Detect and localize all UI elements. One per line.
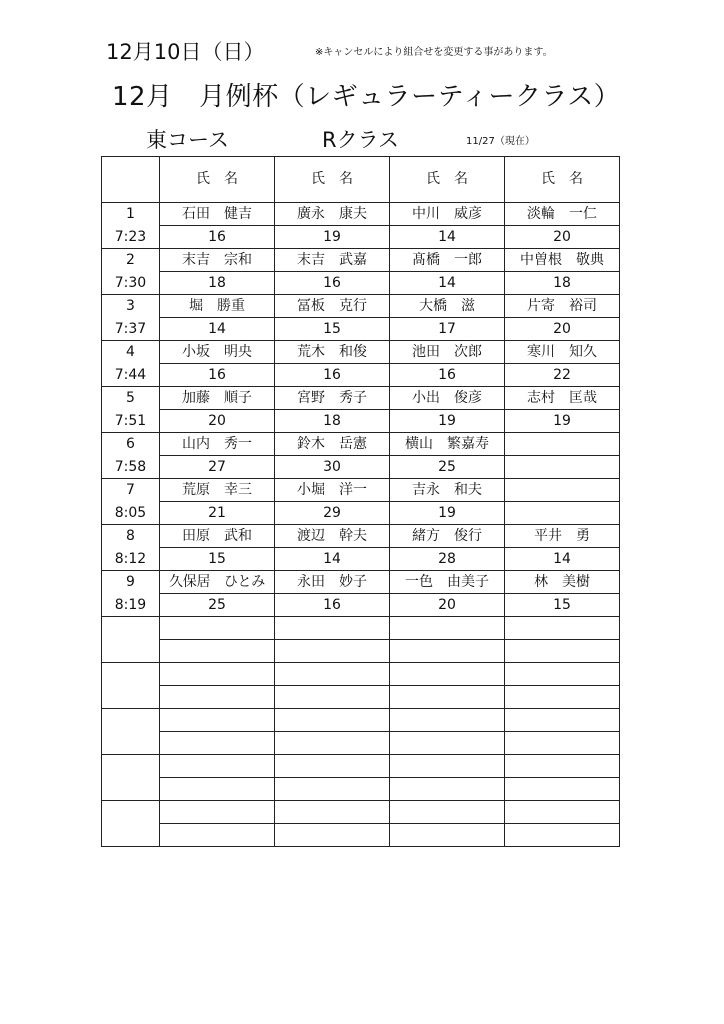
header-name-cell: 氏 名 — [390, 157, 505, 203]
group-name-row — [102, 295, 620, 318]
group-handicap-row — [102, 272, 620, 295]
player-name: 中川 威彦 — [390, 203, 505, 226]
blank-cell — [505, 824, 620, 847]
blank-cell — [505, 617, 620, 640]
as-of-date: 11/27（現在） — [466, 136, 535, 147]
header-blank-cell — [102, 157, 160, 203]
player-name: 久保居 ひとみ — [160, 571, 275, 594]
group-number: 4 — [102, 341, 160, 364]
blank-cell — [505, 709, 620, 732]
blank-cell — [275, 732, 390, 755]
group-name-row — [102, 341, 620, 364]
group-name-row — [102, 571, 620, 594]
tee-time: 7:23 — [102, 226, 160, 249]
player-name: 末吉 宗和 — [160, 249, 275, 272]
player-name: 永田 妙子 — [275, 571, 390, 594]
blank-row — [102, 686, 620, 709]
blank-row — [102, 801, 620, 824]
group-handicap-row — [102, 548, 620, 571]
group-handicap-row — [102, 594, 620, 617]
blank-cell — [390, 686, 505, 709]
player-handicap: 25 — [160, 594, 275, 617]
blank-cell — [160, 801, 275, 824]
group-name-row — [102, 249, 620, 272]
group-number: 3 — [102, 295, 160, 318]
blank-cell — [505, 640, 620, 663]
table-header-row — [102, 157, 620, 203]
blank-cell — [390, 617, 505, 640]
tee-time: 8:19 — [102, 594, 160, 617]
group-number: 7 — [102, 479, 160, 502]
player-name: 志村 匡哉 — [505, 387, 620, 410]
blank-cell — [160, 617, 275, 640]
blank-cell — [160, 640, 275, 663]
blank-cell — [390, 824, 505, 847]
blank-cell — [160, 709, 275, 732]
group-name-row — [102, 525, 620, 548]
player-handicap: 28 — [390, 548, 505, 571]
blank-cell — [275, 709, 390, 732]
group-handicap-row — [102, 226, 620, 249]
player-name: 大橋 滋 — [390, 295, 505, 318]
player-handicap: 14 — [160, 318, 275, 341]
blank-cell — [275, 686, 390, 709]
player-handicap: 19 — [505, 410, 620, 433]
player-name: 田原 武和 — [160, 525, 275, 548]
player-handicap: 16 — [390, 364, 505, 387]
header-name-cell: 氏 名 — [505, 157, 620, 203]
player-handicap: 16 — [160, 226, 275, 249]
blank-cell — [160, 755, 275, 778]
blank-cell — [102, 732, 160, 755]
player-handicap: 20 — [505, 226, 620, 249]
blank-cell — [275, 640, 390, 663]
player-name: 堀 勝重 — [160, 295, 275, 318]
player-handicap: 14 — [505, 548, 620, 571]
blank-row — [102, 778, 620, 801]
player-name: 林 美樹 — [505, 571, 620, 594]
player-handicap: 16 — [275, 272, 390, 295]
blank-cell — [505, 801, 620, 824]
blank-cell — [390, 755, 505, 778]
player-handicap: 15 — [275, 318, 390, 341]
player-handicap: 20 — [390, 594, 505, 617]
blank-row — [102, 709, 620, 732]
blank-row — [102, 732, 620, 755]
player-handicap: 19 — [390, 410, 505, 433]
blank-cell — [102, 663, 160, 686]
player-name: 池田 次郎 — [390, 341, 505, 364]
group-name-row — [102, 203, 620, 226]
blank-cell — [505, 732, 620, 755]
player-handicap — [505, 456, 620, 479]
player-handicap: 29 — [275, 502, 390, 525]
tee-time: 7:30 — [102, 272, 160, 295]
group-handicap-row — [102, 410, 620, 433]
player-name: 山内 秀一 — [160, 433, 275, 456]
group-handicap-row — [102, 318, 620, 341]
group-number: 2 — [102, 249, 160, 272]
blank-cell — [160, 732, 275, 755]
player-handicap: 20 — [160, 410, 275, 433]
blank-row — [102, 755, 620, 778]
player-name: 片寄 裕司 — [505, 295, 620, 318]
player-name: 冨板 克行 — [275, 295, 390, 318]
blank-row — [102, 617, 620, 640]
group-number: 9 — [102, 571, 160, 594]
blank-cell — [102, 709, 160, 732]
blank-cell — [390, 732, 505, 755]
player-name: 寒川 知久 — [505, 341, 620, 364]
tee-time: 7:44 — [102, 364, 160, 387]
player-handicap: 20 — [505, 318, 620, 341]
player-name: 吉永 和夫 — [390, 479, 505, 502]
blank-row — [102, 824, 620, 847]
blank-cell — [390, 778, 505, 801]
blank-cell — [102, 640, 160, 663]
page-title: 12月 月例杯（レギュラーティークラス） — [112, 82, 621, 112]
player-name: 荒木 和俊 — [275, 341, 390, 364]
blank-row — [102, 640, 620, 663]
player-name: 小出 俊彦 — [390, 387, 505, 410]
blank-cell — [275, 801, 390, 824]
cancellation-notice: ※キャンセルにより組合せを変更する事があります。 — [315, 47, 553, 58]
player-name: 平井 勇 — [505, 525, 620, 548]
header-name-cell: 氏 名 — [275, 157, 390, 203]
pairing-table — [101, 156, 620, 847]
player-handicap: 21 — [160, 502, 275, 525]
player-name: 淡輪 一仁 — [505, 203, 620, 226]
player-handicap: 17 — [390, 318, 505, 341]
player-name: 小坂 明央 — [160, 341, 275, 364]
group-number: 5 — [102, 387, 160, 410]
player-name: 宮野 秀子 — [275, 387, 390, 410]
blank-cell — [275, 663, 390, 686]
blank-cell — [275, 778, 390, 801]
blank-cell — [102, 617, 160, 640]
blank-cell — [505, 663, 620, 686]
player-handicap: 14 — [390, 272, 505, 295]
blank-cell — [160, 686, 275, 709]
blank-cell — [102, 824, 160, 847]
blank-cell — [102, 778, 160, 801]
group-number: 6 — [102, 433, 160, 456]
player-name: 一色 由美子 — [390, 571, 505, 594]
player-name: 末吉 武嘉 — [275, 249, 390, 272]
player-handicap: 16 — [160, 364, 275, 387]
player-handicap: 14 — [275, 548, 390, 571]
player-name — [505, 433, 620, 456]
group-name-row — [102, 479, 620, 502]
blank-cell — [102, 755, 160, 778]
blank-cell — [505, 686, 620, 709]
player-name: 中曽根 敬典 — [505, 249, 620, 272]
player-handicap: 15 — [505, 594, 620, 617]
blank-cell — [160, 778, 275, 801]
blank-cell — [160, 663, 275, 686]
blank-cell — [160, 824, 275, 847]
player-name — [505, 479, 620, 502]
player-handicap: 25 — [390, 456, 505, 479]
blank-cell — [275, 755, 390, 778]
player-name: 廣永 康夫 — [275, 203, 390, 226]
player-handicap — [505, 502, 620, 525]
player-name: 緒方 俊行 — [390, 525, 505, 548]
course-label: 東コース — [146, 128, 229, 152]
blank-cell — [390, 640, 505, 663]
player-handicap: 18 — [505, 272, 620, 295]
group-number: 1 — [102, 203, 160, 226]
blank-cell — [390, 663, 505, 686]
player-name: 小堀 洋一 — [275, 479, 390, 502]
group-name-row — [102, 387, 620, 410]
player-handicap: 16 — [275, 594, 390, 617]
group-handicap-row — [102, 364, 620, 387]
event-date: 12月10日（日） — [106, 40, 265, 64]
blank-cell — [275, 617, 390, 640]
tee-time: 8:05 — [102, 502, 160, 525]
blank-cell — [390, 709, 505, 732]
player-handicap: 22 — [505, 364, 620, 387]
player-handicap: 19 — [390, 502, 505, 525]
blank-cell — [102, 801, 160, 824]
player-name: 鈴木 岳憲 — [275, 433, 390, 456]
group-number: 8 — [102, 525, 160, 548]
header-name-cell: 氏 名 — [160, 157, 275, 203]
player-name: 髙橋 一郎 — [390, 249, 505, 272]
player-name: 横山 繁嘉寿 — [390, 433, 505, 456]
tee-time: 8:12 — [102, 548, 160, 571]
group-name-row — [102, 433, 620, 456]
player-handicap: 14 — [390, 226, 505, 249]
blank-cell — [102, 686, 160, 709]
blank-row — [102, 663, 620, 686]
player-handicap: 18 — [275, 410, 390, 433]
tee-time: 7:37 — [102, 318, 160, 341]
blank-cell — [275, 824, 390, 847]
player-handicap: 18 — [160, 272, 275, 295]
player-handicap: 16 — [275, 364, 390, 387]
player-handicap: 27 — [160, 456, 275, 479]
player-name: 荒原 幸三 — [160, 479, 275, 502]
tee-time: 7:51 — [102, 410, 160, 433]
player-name: 石田 健吉 — [160, 203, 275, 226]
group-handicap-row — [102, 456, 620, 479]
player-name: 渡辺 幹夫 — [275, 525, 390, 548]
class-label: Rクラス — [322, 128, 399, 152]
blank-cell — [390, 801, 505, 824]
player-handicap: 30 — [275, 456, 390, 479]
player-handicap: 19 — [275, 226, 390, 249]
blank-cell — [505, 778, 620, 801]
tee-time: 7:58 — [102, 456, 160, 479]
player-handicap: 15 — [160, 548, 275, 571]
blank-cell — [505, 755, 620, 778]
player-name: 加藤 順子 — [160, 387, 275, 410]
group-handicap-row — [102, 502, 620, 525]
